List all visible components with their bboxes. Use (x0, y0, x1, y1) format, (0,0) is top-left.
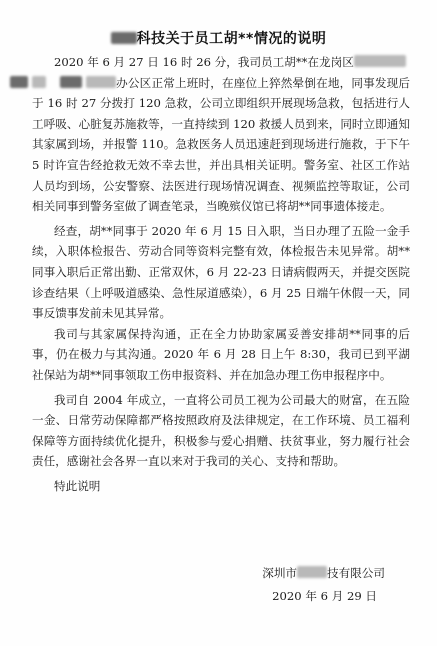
redacted-title-prefix (111, 32, 137, 44)
title-text: 科技关于员工胡**情况的说明 (136, 31, 327, 47)
company-suffix: 技有限公司 (327, 566, 385, 580)
paragraph-1-body: 办公区正常上班时，在座位上猝然晕倒在地，同事发现后于 16 时 27 分拨打 120 急救，公司立即组织开展现场急救，包括进行人工呼吸、心脏复苏施救等，一直持续到 120 救援人员到来，同时立即通知其家属到场，并报警 110。急救医务人员迅速赶到现场进行施救，于下午 5 时许宣告经抢救无效不幸去世，并出具相关证明。警务室、社区工作站人员均到场，公安警察、法医进行现场情况调查、视频监控等取证，公司相关同事到警务室做了调查笔录，当晚殡仪馆已将胡**同事遗体接走。 (32, 75, 410, 214)
document-body (32, 52, 410, 508)
paragraph-incident (32, 52, 410, 217)
redacted-location-2 (10, 76, 28, 88)
redacted-location-3 (32, 76, 46, 88)
paragraph-family-contact: 我司与其家属保持沟通，正在全力协助家属妥善安排胡**同事的后事，仍在极力与其沟通。2020 年 6 月 28 日上午 8:30，我司已到平湖社保站为胡**同事领取工伤申报资料、并在加急办理工伤申报程序中。 (32, 326, 410, 382)
signature-company (0, 565, 437, 581)
redacted-company-name (297, 566, 327, 578)
redacted-location-1 (354, 55, 406, 67)
redacted-location-5 (86, 76, 116, 88)
document-title (0, 28, 437, 48)
paragraph-1-lead: 2020 年 6 月 27 日 16 时 26 分，我司员工胡**在龙岗区 (54, 55, 354, 69)
paragraph-investigation: 经查，胡**同事于 2020 年 6 月 15 日入职，当日办理了五险一金手续，入职体检报告、劳动合同等资料完整有效，体检报告未见异常。胡**同事入职后正常出勤、正常双休，6 月 22-23 日请病假两天，并提交医院诊查结果（上呼吸道感染、急性尿道感染），6 月 25 日端午休假一天，同事反馈事发前未见其异常。 (32, 223, 410, 321)
company-prefix: 深圳市 (262, 566, 298, 580)
closing-remark: 特此说明 (54, 478, 101, 493)
signature-date: 2020 年 6 月 29 日 (272, 589, 377, 603)
paragraph-company-statement: 我司自 2004 年成立，一直将公司员工视为公司最大的财富，在五险一金、日常劳动保障都严格按照政府及法律规定，在工作环境、员工福利保障等方面持续优化提升，积极参与爱心捐赠、扶贫事业，努力履行社会责任，感谢社会各界一直以来对于我司的关心、支持和帮助。 (32, 392, 410, 469)
redacted-location-4 (60, 76, 82, 88)
